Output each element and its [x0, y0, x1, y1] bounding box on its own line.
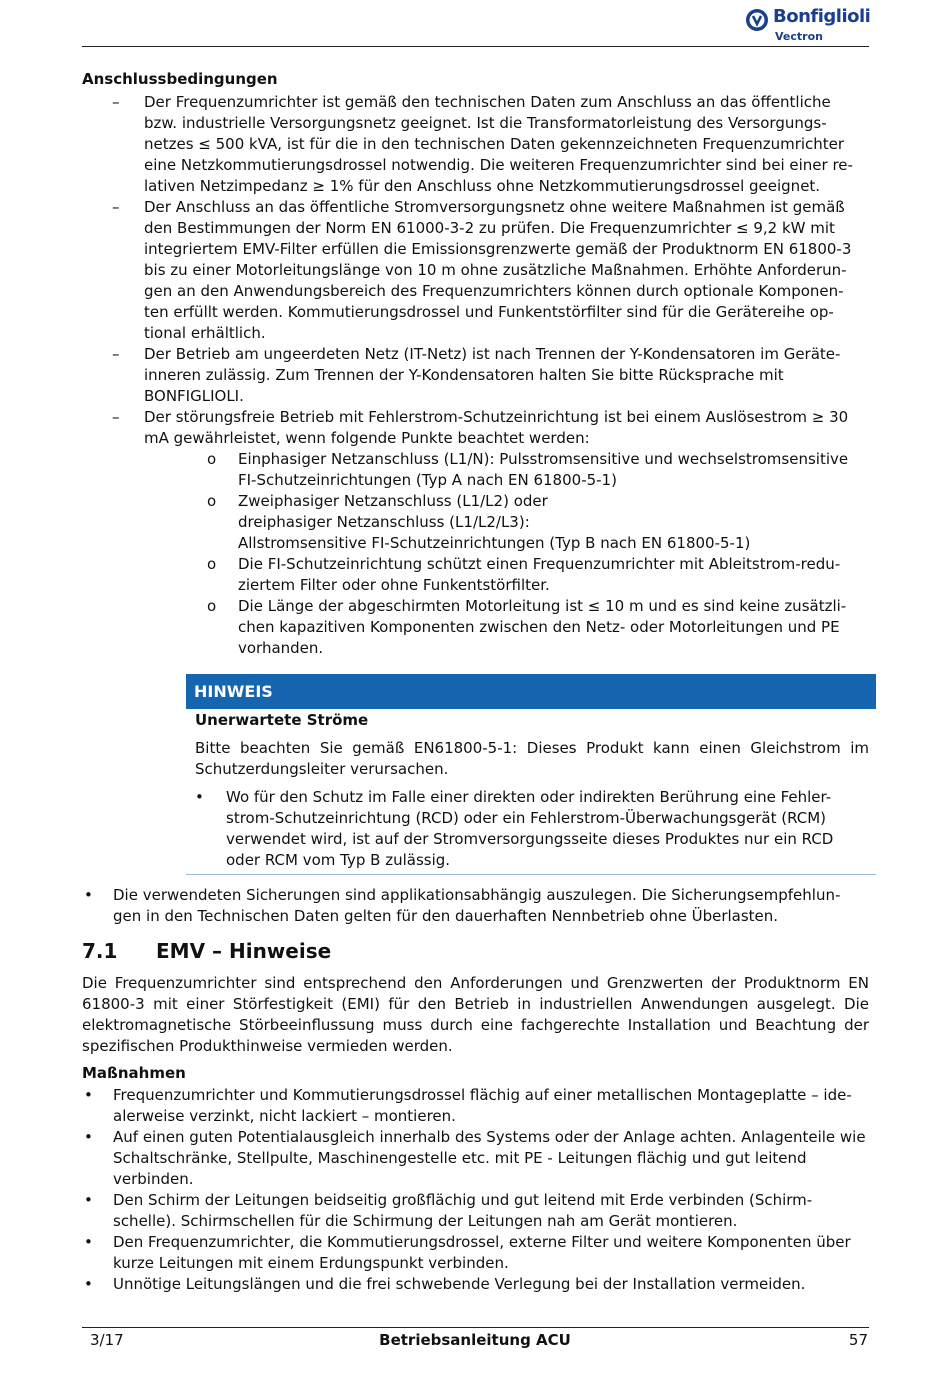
- dash-list-item-text: Der Betrieb am ungeerdeten Netz (IT-Netz) ist nach Trennen der Y-Kondensatoren im Geräte-inneren zulässig. Zum Trennen der Y-Kondensatoren halten Sie bitte Rücksprache mit BONFIGLIOLI.: [144, 345, 841, 405]
- measures-list-item-text: Frequenzumrichter und Kommutierungsdrossel flächig auf einer metallischen Montageplatte – ide-alerweise verzinkt, nicht lackiert – montieren.: [113, 1086, 852, 1125]
- sub-list-item: [82, 491, 868, 554]
- dash-list-item: [82, 92, 868, 197]
- dash-list-item-text: Der Frequenzumrichter ist gemäß den technischen Daten zum Anschluss an das öffentliche bzw. industrielle Versorgungsnetz geeignet. Ist die Transformatorleistung des Versorgungs-netzes ≤ 500 kVA, ist für die in den technischen Daten gekennzeichneten Frequenzumrichter eine Netzkommutierungsdrossel notwendig. Die weiteren Frequenzumrichter sind bei einer re-lativen Netzimpedanz ≥ 1% für den Anschluss ohne Netzkommutierungsdrossel geeignet.: [144, 93, 853, 195]
- section-title: EMV – Hinweise: [156, 939, 332, 963]
- dash-bullet-icon: –: [112, 93, 120, 111]
- hint-bullet-text: Wo für den Schutz im Falle einer direkten oder indirekten Berührung eine Fehler-strom-Schutzeinrichtung (RCD) oder ein Fehlerstrom-Überwachungsgerät (RCM) verwendet wird, ist auf der Stromversorgungsseite dieses Produktes nur ein RCD oder RCM vom Typ B zulässig.: [226, 788, 834, 869]
- dash-list-item: [82, 344, 868, 407]
- page-number: 57: [848, 1331, 868, 1349]
- brand-logo: [745, 6, 870, 46]
- dash-list-item-text: Der Anschluss an das öffentliche Stromversorgungsnetz ohne weitere Maßnahmen ist gemäß den Bestimmungen der Norm EN 61000-3-2 zu prüfen. Die Frequenzumrichter ≤ 9,2 kW mit integriertem EMV-Filter erfüllen die Emissionsgrenzwerte gemäß der Produktnorm EN 61800-3 bis zu einer Motorleitungslänge von 10 m ohne zusätzliche Maßnahmen. Erhöhte Anforderun-gen an den Anwendungsbereich des Frequenzumrichters können durch optionale Komponen-ten erfüllt werden. Kommutierungsdrossel und Funkentstörfilter sind für die Gerätereihe op-tional erhältlich.: [144, 198, 852, 342]
- brand-name: Bonfiglioli: [773, 6, 871, 27]
- sub-list-item-text: Die Länge der abgeschirmten Motorleitung ist ≤ 10 m und es sind keine zusätzli-chen kapazitiven Komponenten zwischen den Netz- oder Motorleitungen und PE vorhanden.: [238, 597, 847, 657]
- circle-bullet-icon: o: [207, 597, 217, 615]
- section-heading-connection: Anschlussbedingungen: [82, 70, 278, 88]
- sub-list-item: [82, 554, 868, 596]
- measures-list-item-text: Den Schirm der Leitungen beidseitig großflächig und gut leitend mit Erde verbinden (Schirm-schelle). Schirmschellen für die Schirmung der Leitungen nah am Gerät montieren.: [113, 1191, 813, 1230]
- sub-list: [82, 449, 868, 659]
- footer-title: Betriebsanleitung ACU: [379, 1331, 571, 1349]
- measures-heading: Maßnahmen: [82, 1064, 186, 1082]
- sub-list-item: [82, 449, 868, 491]
- measures-list-item: [82, 1190, 868, 1232]
- dash-list-item: [82, 407, 868, 449]
- hint-text: Bitte beachten Sie gemäß EN61800-5-1: Dieses Produkt kann einen Gleichstrom im Schutzerdungsleiter verursachen.: [195, 739, 869, 778]
- fuse-note-item: [82, 885, 868, 927]
- footer-version: 3/17: [90, 1331, 124, 1349]
- header-divider: [82, 46, 869, 47]
- hint-bullet-item: [195, 787, 869, 871]
- dash-list-item: [82, 197, 868, 344]
- circle-bullet-icon: o: [207, 492, 217, 510]
- dash-list-item-text: Der störungsfreie Betrieb mit Fehlerstrom-Schutzeinrichtung ist bei einem Auslösestrom ≥ 30 mA gewährleistet, wenn folgende Punkte beachtet werden:: [144, 408, 849, 447]
- sub-list-item-text: Zweiphasiger Netzanschluss (L1/L2) oder dreiphasiger Netzanschluss (L1/L2/L3): Allstromsensitive FI-Schutzeinrichtungen (Typ B nach EN 61800-5-1): [238, 492, 751, 552]
- dash-bullet-icon: –: [112, 345, 120, 363]
- bullet-icon: •: [195, 788, 204, 806]
- measures-list-item: [82, 1127, 868, 1190]
- measures-list-item-text: Den Frequenzumrichter, die Kommutierungsdrossel, externe Filter und weitere Komponenten über kurze Leitungen mit einem Erdungspunkt verbinden.: [113, 1233, 851, 1272]
- footer-divider: [82, 1327, 869, 1328]
- section-paragraph: Die Frequenzumrichter sind entsprechend den Anforderungen und Grenzwerten der Produktnorm EN 61800-3 mit einer Störfestigkeit (EMI) für den Betrieb in industriellen Anwendungen ausgelegt. Die elektromagnetische Störbeeinflussung muss durch eine fachgerechte Installation und Beachtung der spezifischen Produkthinweise vermieden werden.: [82, 974, 869, 1055]
- brand-subname: Vectron: [775, 30, 823, 43]
- circle-bullet-icon: o: [207, 450, 217, 468]
- bullet-icon: •: [84, 1191, 93, 1209]
- section-number: 7.1: [82, 939, 118, 963]
- circle-bullet-icon: o: [207, 555, 217, 573]
- dash-bullet-icon: –: [112, 198, 120, 216]
- hint-title: Unerwartete Ströme: [195, 711, 369, 729]
- hint-header: HINWEIS: [186, 674, 876, 709]
- hint-divider: [186, 874, 876, 875]
- measures-list-item-text: Auf einen guten Potentialausgleich innerhalb des Systems oder der Anlage achten. Anlagenteile wie Schaltschränke, Stellpulte, Maschinengestelle etc. mit PE - Leitungen flächig und gut leitend verbinden.: [113, 1128, 866, 1188]
- measures-list: [82, 1085, 868, 1295]
- sub-list-item-text: Einphasiger Netzanschluss (L1/N): Pulsstromsensitive und wechselstromsensitive FI-Schutzeinrichtungen (Typ A nach EN 61800-5-1): [238, 450, 849, 489]
- bullet-icon: •: [84, 1086, 93, 1104]
- measures-list-item: [82, 1085, 868, 1127]
- measures-list-item: [82, 1232, 868, 1274]
- bullet-icon: •: [84, 1128, 93, 1146]
- brand-logo-icon: [745, 8, 769, 32]
- measures-list-item-text: Unnötige Leitungslängen und die frei schwebende Verlegung bei der Installation vermeiden.: [113, 1275, 806, 1293]
- sub-list-item: [82, 596, 868, 659]
- dash-bullet-icon: –: [112, 408, 120, 426]
- sub-list-item-text: Die FI-Schutzeinrichtung schützt einen Frequenzumrichter mit Ableitstrom-redu-ziertem Filter oder ohne Funkentstörfilter.: [238, 555, 841, 594]
- measures-list-item: [82, 1274, 868, 1295]
- fuse-note-text: Die verwendeten Sicherungen sind applikationsabhängig auszulegen. Die Sicherungsempfehlun-gen in den Technischen Daten gelten für den dauerhaften Nennbetrieb ohne Überlasten.: [113, 886, 841, 925]
- bullet-icon: •: [84, 1275, 93, 1293]
- bullet-icon: •: [84, 886, 93, 904]
- bullet-icon: •: [84, 1233, 93, 1251]
